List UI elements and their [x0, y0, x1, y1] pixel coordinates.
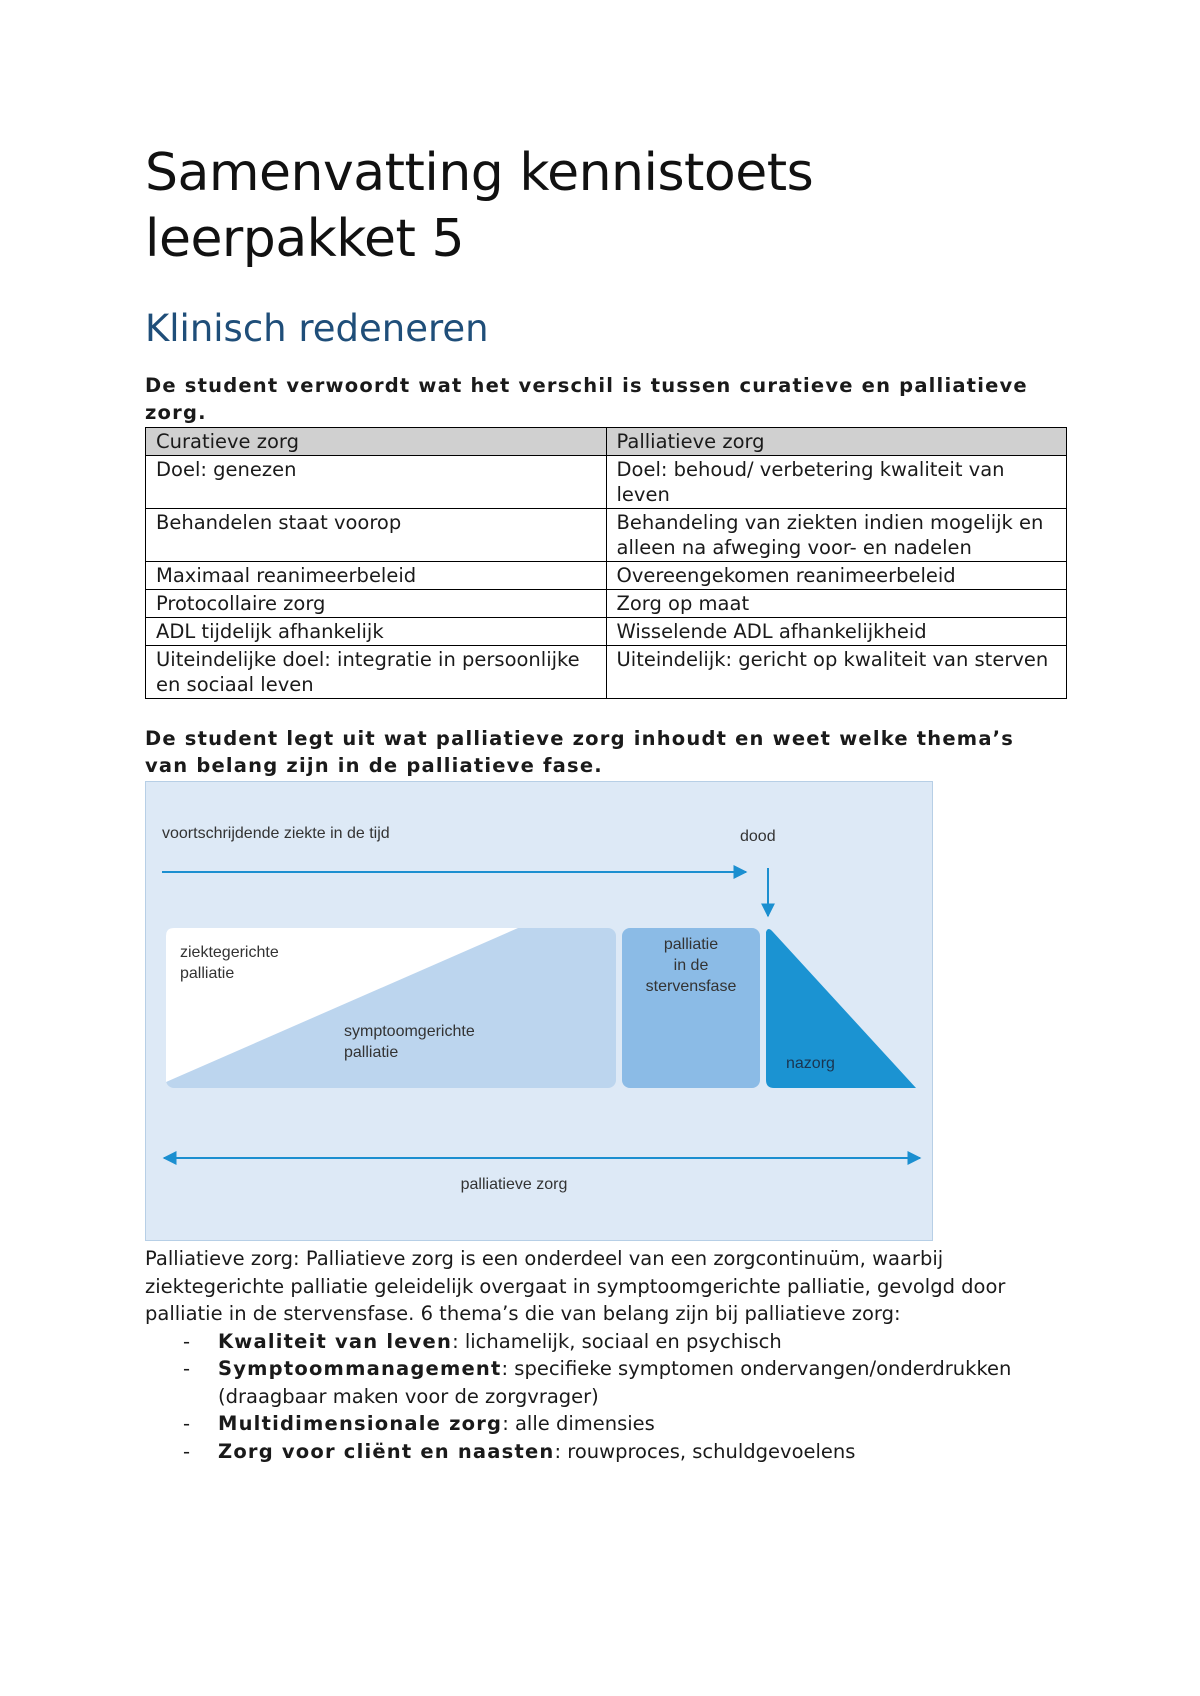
learning-goal-2: De student legt uit wat palliatieve zorg inhoudt en weet welke thema’s van belang zijn in de palliatieve fase.: [145, 727, 1015, 777]
list-dash: -: [183, 1357, 191, 1380]
document-page: [145, 140, 1065, 1465]
theme-desc: : rouwproces, schuldgevoelens: [554, 1439, 856, 1463]
diagram-time-label: voortschrijdende ziekte in de tijd: [162, 825, 390, 842]
table-row: [146, 618, 1067, 646]
table-cell: Doel: genezen: [146, 456, 607, 509]
disease-palliation-label-2: palliatie: [180, 965, 235, 982]
aftercare-label: nazorg: [786, 1055, 835, 1072]
table-cell: Wisselende ADL afhankelijkheid: [606, 618, 1067, 646]
table-cell: ADL tijdelijk afhankelijk: [146, 618, 607, 646]
table-cell: Behandelen staat voorop: [146, 509, 607, 562]
table-cell: Behandeling van ziekten indien mogelijk en alleen na afweging voor- en nadelen: [606, 509, 1067, 562]
comparison-table: [145, 427, 1067, 699]
theme-term: Kwaliteit van leven: [218, 1329, 453, 1353]
table-cell: Doel: behoud/ verbetering kwaliteit van leven: [606, 456, 1067, 509]
dying-phase-label-3: stervensfase: [645, 978, 737, 995]
dying-phase-label-2: in de: [673, 957, 709, 974]
section-heading: Klinisch redeneren: [145, 307, 489, 350]
palliative-care-label: palliatieve zorg: [460, 1176, 568, 1193]
palliative-care-diagram: [145, 781, 933, 1241]
symptom-palliation-label-1: symptoomgerichte: [344, 1023, 475, 1040]
symptom-palliation-label-2: palliatie: [344, 1044, 399, 1061]
document-title: Samenvatting kennistoets leerpakket 5: [145, 143, 814, 269]
table-cell: Overeengekomen reanimeerbeleid: [606, 562, 1067, 590]
table-cell: Uiteindelijke doel: integratie in persoonlijke en sociaal leven: [146, 646, 607, 699]
diagram-death-label: dood: [740, 828, 776, 845]
table-cell: Uiteindelijk: gericht op kwaliteit van sterven: [606, 646, 1067, 699]
palliative-care-paragraph: Palliatieve zorg: Palliatieve zorg is een onderdeel van een zorgcontinuüm, waarbij ziektegerichte palliatie geleidelijk overgaat in symptoomgerichte palliatie, gevolgd door palliatie in de stervensfase. 6 thema’s die van belang zijn bij palliatieve zorg:: [145, 1247, 1006, 1325]
table-cell: Zorg op maat: [606, 590, 1067, 618]
learning-goal-1: De student verwoordt wat het verschil is tussen curatieve en palliatieve zorg.: [145, 374, 1028, 424]
theme-desc: : specifieke symptomen ondervangen/onderdrukken (draagbaar maken voor de zorgvrager): [218, 1357, 1012, 1408]
table-row: [146, 456, 1067, 509]
dying-phase-label-1: palliatie: [663, 936, 719, 953]
table-header-curative: Curatieve zorg: [146, 428, 607, 456]
theme-desc: : alle dimensies: [502, 1412, 655, 1435]
list-item: [145, 1410, 1065, 1438]
list-item: [145, 1328, 1065, 1356]
table-row: [146, 590, 1067, 618]
theme-term: Multidimensionale zorg: [218, 1412, 503, 1435]
table-header-palliative: Palliatieve zorg: [606, 428, 1067, 456]
theme-term: Symptoommanagement: [218, 1357, 502, 1380]
table-header-row: [146, 428, 1067, 456]
table-cell: Maximaal reanimeerbeleid: [146, 562, 607, 590]
themes-list: [145, 1328, 1065, 1466]
theme-desc: : lichamelijk, sociaal en psychisch: [452, 1329, 782, 1353]
table-cell: Protocollaire zorg: [146, 590, 607, 618]
table-row: [146, 646, 1067, 699]
table-row: [146, 509, 1067, 562]
list-dash: -: [183, 1329, 191, 1353]
list-dash: -: [183, 1412, 191, 1435]
list-item: [145, 1355, 1065, 1410]
list-dash: -: [183, 1439, 191, 1463]
list-item: [145, 1438, 1065, 1466]
theme-term: Zorg voor cliënt en naasten: [218, 1439, 555, 1463]
disease-palliation-label-1: ziektegerichte: [180, 944, 279, 961]
table-row: [146, 562, 1067, 590]
